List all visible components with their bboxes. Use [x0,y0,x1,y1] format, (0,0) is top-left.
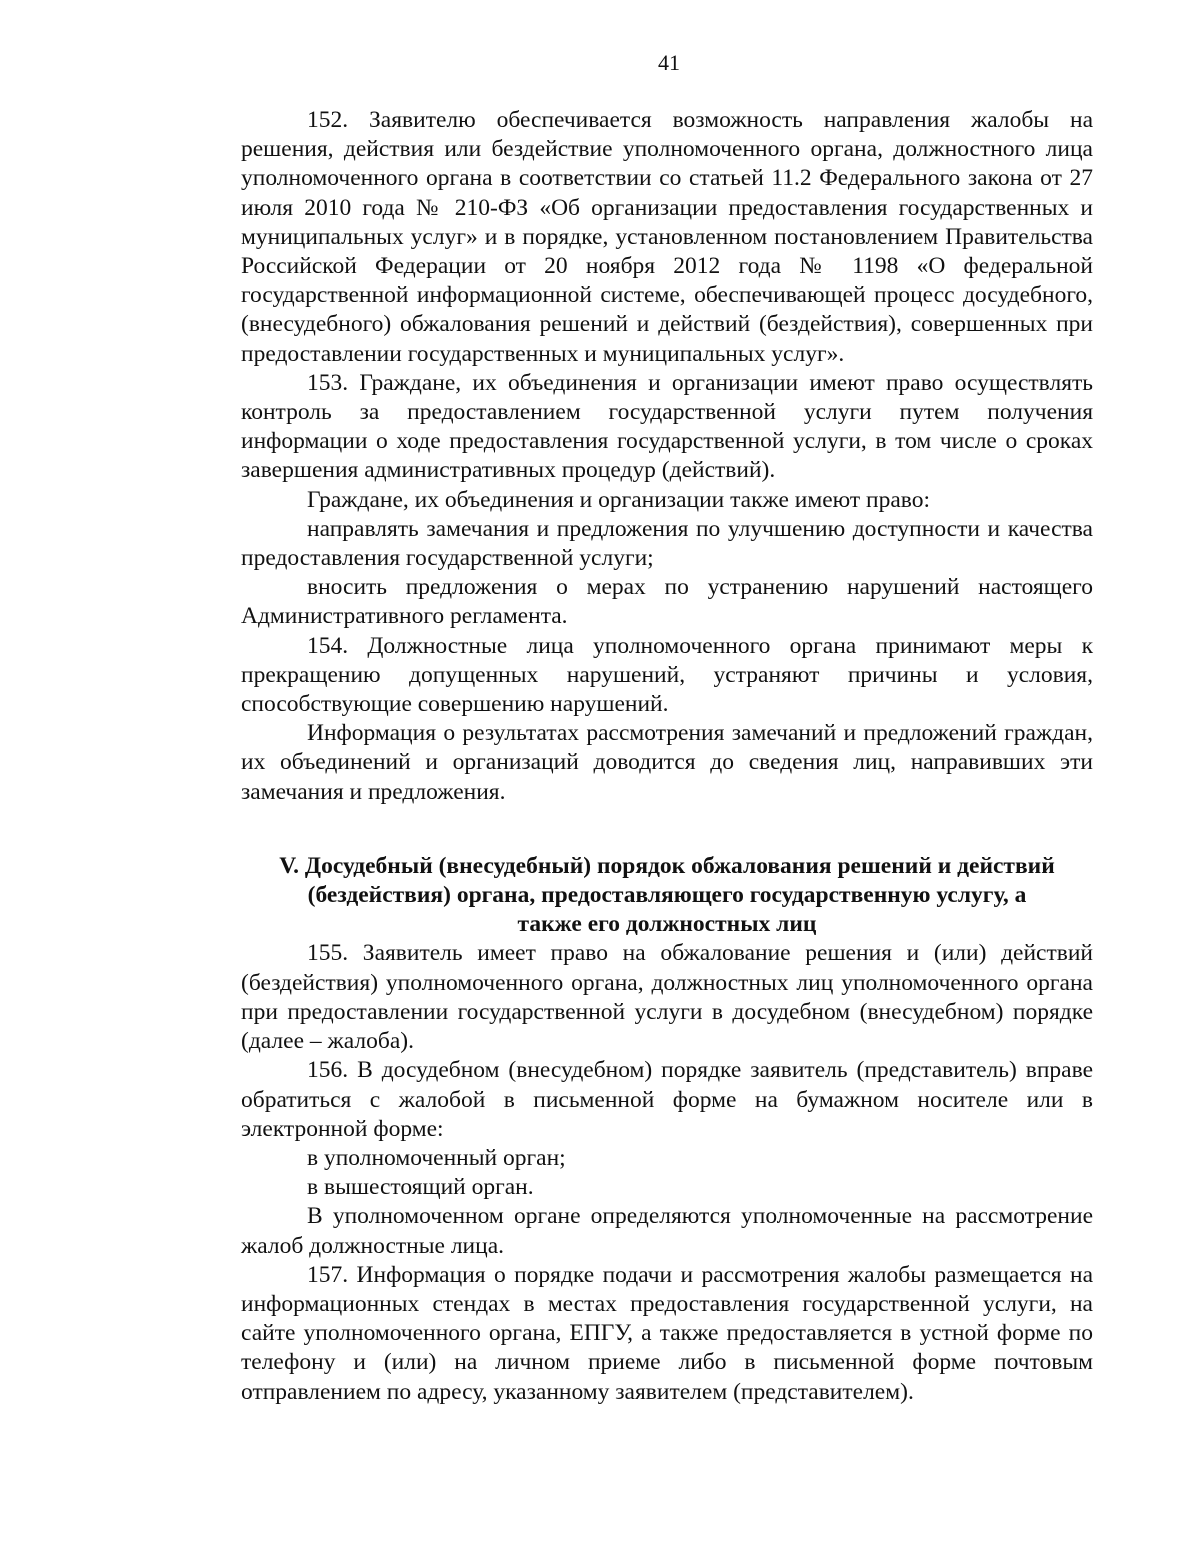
paragraph-citizens-rights: Граждане, их объединения и организации также имеют право: [307,486,931,513]
paragraph-157: 157. Информация о порядке подачи и рассмотрения жалобы размещается на информационных стендах в местах предоставления государственной услуги, на сайте уполномоченного органа, ЕПГУ, а также предоставляется в устной форме по телефону и (или) на личном приеме либо в письменной форме почтовым отправлением по адресу, указанному заявителем (представителем). [241,1261,1093,1405]
paragraph-155: 155. Заявитель имеет право на обжалование решения и (или) действий (бездействия) уполномоченного органа, должностных лиц уполномоченного органа при предоставлении государственной услуги в досудебном (внесудебном) порядке (далее – жалоба). [241,940,1093,1055]
section-heading-line-1: V. Досудебный (внесудебный) порядок обжалования решений и действий [279,852,1055,879]
section-heading-line-3: также его должностных лиц [517,911,817,938]
paragraph-152: 152. Заявителю обеспечивается возможность направления жалобы на решения, действия или бездействие уполномоченного органа, должностного лица уполномоченного органа в соответствии со статьей 11.2 Федерального закона от 27 июля 2010 года № 210-ФЗ «Об организации предоставления государственных и муниципальных услуг» и в порядке, установленном постановлением Правительства Российской Федерации от 20 ноября 2012 года № 1198 «О федеральной государственной информационной системе, обеспечивающей процесс досудебного, (внесудебного) обжалования решений и действий (бездействия), совершенных при предоставлении государственных и муниципальных услуг». [241,107,1093,367]
paragraph-results-info: Информация о результатах рассмотрения замечаний и предложений граждан, их объединений и организаций доводится до сведения лиц, направивших эти замечания и предложения. [241,720,1093,805]
paragraph-submit-proposals: вносить предложения о мерах по устранению нарушений настоящего Административного регламента. [241,574,1093,630]
paragraph-153: 153. Граждане, их объединения и организации имеют право осуществлять контроль за предоставлением государственной услуги путем получения информации о ходе предоставления государственной услуги, в том числе о сроках завершения административных процедур (действий). [241,369,1093,484]
paragraph-submit-remarks: направлять замечания и предложения по улучшению доступности и качества предоставления государственной услуги; [241,515,1093,572]
paragraph-156: 156. В досудебном (внесудебном) порядке заявитель (представитель) вправе обратиться с жалобой в письменной форме на бумажном носителе или в электронной форме: [241,1057,1093,1142]
section-heading [241,852,1093,940]
document-page [241,48,1093,1407]
paragraph-authorized-officials: В уполномоченном органе определяются уполномоченные на рассмотрение жалоб должностные лица. [241,1203,1093,1259]
paragraph-authorized-body: в уполномоченный орган; [307,1144,566,1171]
paragraph-154: 154. Должностные лица уполномоченного органа принимают меры к прекращению допущенных нарушений, устраняют причины и условия, способствующие совершению нарушений. [241,632,1093,718]
page-number: 41 [658,50,680,75]
section-heading-line-2: (бездействия) органа, предоставляющего государственную услугу, а [307,882,1027,909]
paragraph-higher-body: в вышестоящий орган. [307,1174,534,1201]
